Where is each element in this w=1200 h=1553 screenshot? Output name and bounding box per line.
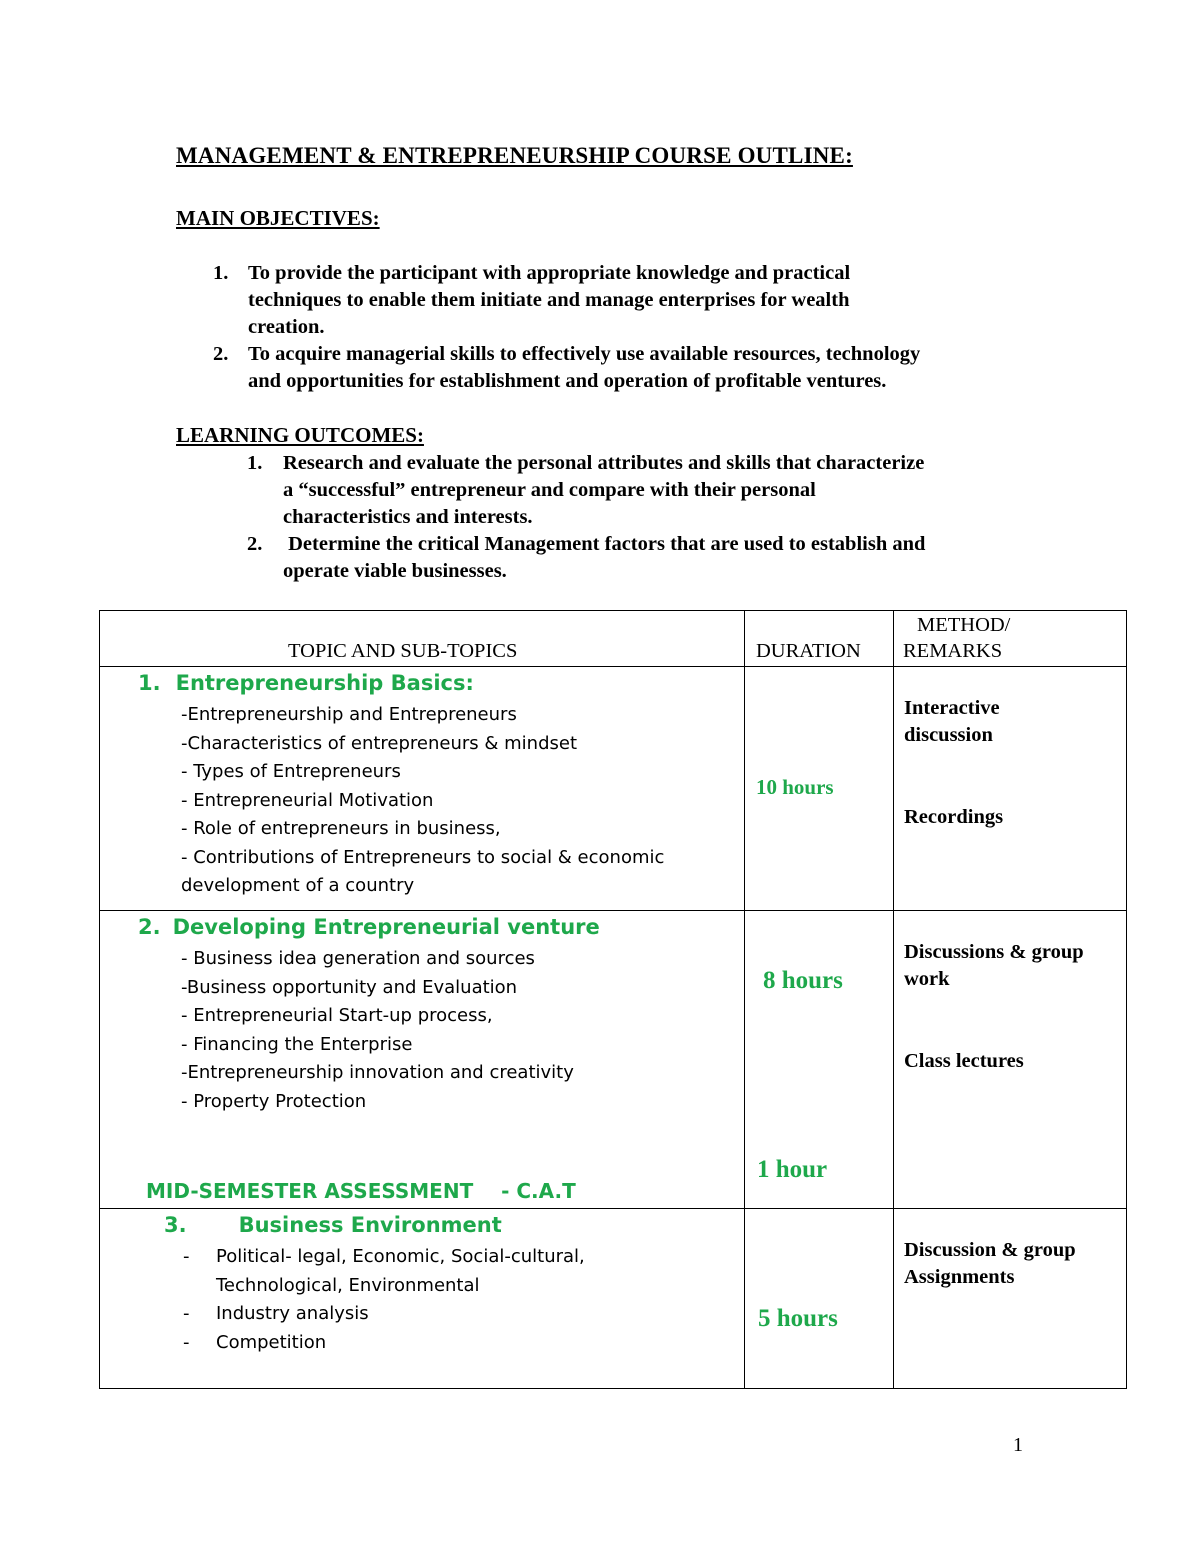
main-objectives-list: [213, 260, 1073, 395]
list-item: -Business opportunity and Evaluation: [181, 976, 518, 998]
mid-semester-assessment: MID-SEMESTER ASSESSMENT - C.A.T: [146, 1179, 576, 1203]
duration-value-1: 10 hours: [756, 775, 834, 799]
subtopic-list-3: [181, 1243, 741, 1357]
topic-title-1: 1. Entrepreneurship Basics:: [138, 671, 474, 695]
remark-1b: Recordings: [904, 806, 1004, 828]
table-row: [100, 667, 1127, 911]
subtopic-list-1: [181, 701, 741, 901]
document-title: MANAGEMENT & ENTREPRENEURSHIP COURSE OUTLINE:: [176, 143, 853, 168]
duration-cell-1: [745, 667, 894, 911]
remarks-cell-2: [894, 911, 1127, 1209]
topic-header: TOPIC AND SUB-TOPICS: [100, 611, 745, 667]
table-row: [100, 911, 1127, 1209]
main-objectives-heading: MAIN OBJECTIVES:: [176, 206, 380, 230]
list-item: - Financing the Enterprise: [181, 1033, 413, 1055]
list-item: - Types of Entrepreneurs: [181, 761, 401, 782]
list-item: - Business idea generation and sources: [181, 948, 535, 969]
topic-cell-2: [100, 911, 745, 1209]
duration-cell-3: [745, 1209, 894, 1389]
assessment-duration: 1 hour: [757, 1156, 828, 1183]
duration-value-3: 5 hours: [758, 1305, 838, 1332]
method-header: METHOD/ REMARKS: [894, 611, 1127, 667]
list-item: - Political- legal, Economic, Social-cultural,: [183, 1246, 585, 1267]
list-item: - Entrepreneurial Motivation: [181, 789, 434, 811]
list-item: - Competition: [183, 1331, 327, 1353]
list-item: - Industry analysis: [183, 1303, 369, 1324]
remarks-cell-1: [894, 667, 1127, 911]
table-header-row: [100, 611, 1127, 667]
remark-3: Discussion & group Assignments: [904, 1239, 1076, 1288]
remark-2b: Class lectures: [904, 1050, 1024, 1072]
list-item: - Entrepreneurial Start-up process,: [181, 1005, 493, 1026]
list-item: -Characteristics of entrepreneurs & mindset: [181, 732, 578, 754]
subtopic-list-2: [181, 945, 741, 1116]
list-item: - Contributions of Entrepreneurs to social & economic: [181, 846, 665, 868]
list-item: - Property Protection: [181, 1090, 367, 1112]
list-item: Technological, Environmental: [216, 1274, 480, 1296]
remarks-cell-3: [894, 1209, 1127, 1389]
list-item: - Role of entrepreneurs in business,: [181, 818, 501, 839]
table-row: [100, 1209, 1127, 1389]
topic-title-3: 3. Business Environment: [164, 1213, 502, 1237]
page-number: 1: [1013, 1434, 1023, 1456]
outcome-item-1: 1. Research and evaluate the personal attributes and skills that characterize a “successful” entrepreneur and compare with their personal characteristics and interests.: [247, 452, 925, 528]
topic-title-2: 2. Developing Entrepreneurial venture: [138, 915, 600, 939]
learning-outcomes-list: [247, 450, 1107, 585]
course-outline-table: [99, 610, 1127, 1389]
outcome-item-2: 2. Determine the critical Management factors that are used to establish and operate viable businesses.: [247, 533, 926, 582]
duration-cell-2: [745, 911, 894, 1209]
list-item: -Entrepreneurship innovation and creativity: [181, 1062, 574, 1083]
list-item: development of a country: [181, 875, 415, 896]
remark-2a: Discussions & group work: [904, 941, 1084, 990]
objective-item-1: 1. To provide the participant with appropriate knowledge and practical techniques to enable them initiate and manage enterprises for wealth creation.: [213, 262, 851, 338]
duration-value-2: 8 hours: [763, 967, 843, 994]
learning-outcomes-heading: LEARNING OUTCOMES:: [176, 423, 424, 447]
topic-cell-1: [100, 667, 745, 911]
objective-item-2: 2. To acquire managerial skills to effectively use available resources, technology and opportunities for establishment and operation of profitable ventures.: [213, 343, 921, 392]
remark-1a: Interactive discussion: [904, 697, 1000, 746]
list-item: -Entrepreneurship and Entrepreneurs: [181, 704, 517, 725]
topic-cell-3: [100, 1209, 745, 1389]
duration-header: DURATION: [745, 611, 894, 667]
